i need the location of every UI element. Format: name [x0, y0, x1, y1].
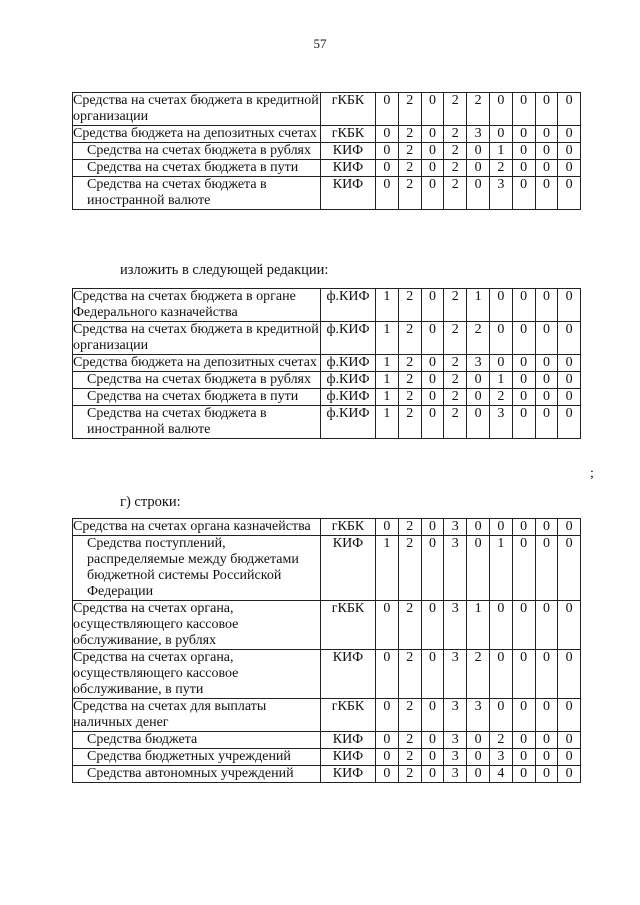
code-digit: 2 — [444, 160, 467, 177]
code-digit: 0 — [489, 601, 512, 650]
code-digit: 0 — [467, 406, 490, 439]
code-digit: 3 — [467, 699, 490, 732]
code-digit: 0 — [535, 389, 558, 406]
code-digit: 0 — [558, 126, 581, 143]
code-digit: 2 — [467, 93, 490, 126]
code-digit: 0 — [489, 699, 512, 732]
code-digit: 3 — [467, 126, 490, 143]
code-digit: 0 — [512, 322, 535, 355]
code-digit: 2 — [398, 160, 421, 177]
code-digit: 0 — [558, 389, 581, 406]
code-digit: 0 — [558, 699, 581, 732]
code-digit: 0 — [512, 126, 535, 143]
row-name: Средства на счетах бюджета в пути — [73, 160, 321, 177]
code-digit: 0 — [512, 766, 535, 783]
code-digit: 2 — [398, 289, 421, 322]
code-digit: 0 — [376, 143, 399, 160]
code-digit: 0 — [558, 650, 581, 699]
code-digit: 0 — [535, 289, 558, 322]
code-digit: 3 — [489, 177, 512, 210]
table-row — [73, 650, 581, 699]
table-row — [73, 766, 581, 783]
row-name: Средства на счетах органа, осуществляющего кассовое обслуживание, в пути — [73, 650, 321, 699]
code-digit: 0 — [467, 177, 490, 210]
code-digit: 0 — [467, 749, 490, 766]
code-digit: 0 — [512, 289, 535, 322]
code-digit: 0 — [467, 766, 490, 783]
code-digit: 0 — [512, 93, 535, 126]
code-digit: 0 — [467, 519, 490, 536]
table-original-rows — [72, 92, 581, 210]
table-row — [73, 126, 581, 143]
code-digit: 3 — [444, 749, 467, 766]
code-digit: 0 — [558, 143, 581, 160]
row-code: КИФ — [321, 650, 376, 699]
code-digit: 0 — [558, 732, 581, 749]
code-digit: 0 — [512, 536, 535, 601]
code-digit: 2 — [398, 93, 421, 126]
table-row — [73, 93, 581, 126]
code-digit: 0 — [376, 601, 399, 650]
code-digit: 0 — [558, 372, 581, 389]
code-digit: 0 — [421, 766, 444, 783]
code-digit: 3 — [489, 749, 512, 766]
row-code: гКБК — [321, 126, 376, 143]
table-row — [73, 289, 581, 322]
code-digit: 0 — [535, 177, 558, 210]
row-code: КИФ — [321, 536, 376, 601]
code-digit: 1 — [467, 601, 490, 650]
table-row — [73, 601, 581, 650]
code-digit: 2 — [398, 372, 421, 389]
code-digit: 0 — [467, 160, 490, 177]
code-digit: 0 — [512, 372, 535, 389]
code-digit: 0 — [376, 732, 399, 749]
code-digit: 0 — [489, 355, 512, 372]
table-row — [73, 177, 581, 210]
row-name: Средства автономных учреждений — [73, 766, 321, 783]
row-code: гКБК — [321, 93, 376, 126]
code-digit: 0 — [512, 177, 535, 210]
code-digit: 0 — [535, 93, 558, 126]
code-digit: 0 — [421, 536, 444, 601]
code-digit: 2 — [398, 177, 421, 210]
row-code: ф.КИФ — [321, 406, 376, 439]
code-digit: 0 — [489, 93, 512, 126]
code-digit: 0 — [512, 406, 535, 439]
code-digit: 2 — [444, 143, 467, 160]
section-g-heading: г) строки: — [120, 494, 181, 510]
code-digit: 0 — [421, 143, 444, 160]
code-digit: 2 — [444, 322, 467, 355]
code-digit: 0 — [489, 650, 512, 699]
row-name: Средства на счетах органа казначейства — [73, 519, 321, 536]
code-digit: 0 — [558, 536, 581, 601]
row-code: КИФ — [321, 177, 376, 210]
row-code: ф.КИФ — [321, 289, 376, 322]
code-digit: 0 — [512, 355, 535, 372]
code-digit: 2 — [444, 126, 467, 143]
table-new-rows — [72, 288, 581, 439]
code-digit: 4 — [489, 766, 512, 783]
code-digit: 0 — [512, 601, 535, 650]
code-digit: 1 — [467, 289, 490, 322]
row-name: Средства на счетах бюджета в иностранной валюте — [73, 406, 321, 439]
code-digit: 2 — [398, 601, 421, 650]
code-digit: 0 — [421, 177, 444, 210]
code-digit: 0 — [421, 389, 444, 406]
code-digit: 2 — [489, 732, 512, 749]
row-name: Средства на счетах бюджета в органе Федерального казначейства — [73, 289, 321, 322]
code-digit: 0 — [467, 389, 490, 406]
row-code: КИФ — [321, 160, 376, 177]
row-name: Средства бюджета — [73, 732, 321, 749]
table-row — [73, 406, 581, 439]
code-digit: 0 — [421, 749, 444, 766]
code-digit: 0 — [421, 160, 444, 177]
code-digit: 1 — [376, 406, 399, 439]
code-digit: 1 — [489, 143, 512, 160]
row-code: КИФ — [321, 143, 376, 160]
code-digit: 0 — [421, 601, 444, 650]
row-code: ф.КИФ — [321, 322, 376, 355]
edit-instruction: изложить в следующей редакции: — [120, 262, 329, 278]
code-digit: 0 — [558, 766, 581, 783]
code-digit: 3 — [444, 601, 467, 650]
row-code: КИФ — [321, 749, 376, 766]
code-digit: 0 — [558, 355, 581, 372]
code-digit: 0 — [489, 289, 512, 322]
code-digit: 1 — [376, 355, 399, 372]
row-name: Средства на счетах органа, осуществляющего кассовое обслуживание, в рублях — [73, 601, 321, 650]
code-digit: 0 — [376, 650, 399, 699]
code-digit: 2 — [444, 177, 467, 210]
code-digit: 2 — [444, 372, 467, 389]
row-code: гКБК — [321, 699, 376, 732]
page-number: 57 — [313, 36, 327, 51]
code-digit: 0 — [467, 536, 490, 601]
code-digit: 0 — [421, 126, 444, 143]
code-digit: 2 — [398, 749, 421, 766]
code-digit: 2 — [444, 406, 467, 439]
code-digit: 0 — [535, 126, 558, 143]
code-digit: 0 — [467, 143, 490, 160]
code-digit: 0 — [535, 372, 558, 389]
code-digit: 0 — [558, 322, 581, 355]
row-code: КИФ — [321, 732, 376, 749]
code-digit: 0 — [489, 126, 512, 143]
row-code: КИФ — [321, 766, 376, 783]
code-digit: 2 — [444, 355, 467, 372]
row-name: Средства на счетах бюджета в кредитной организации — [73, 93, 319, 124]
row-name: Средства на счетах бюджета в пути — [73, 389, 321, 406]
code-digit: 2 — [398, 126, 421, 143]
code-digit: 2 — [444, 93, 467, 126]
code-digit: 0 — [558, 749, 581, 766]
code-digit: 0 — [535, 601, 558, 650]
code-digit: 0 — [512, 749, 535, 766]
code-digit: 1 — [489, 372, 512, 389]
row-name: Средства бюджета на депозитных счетах — [73, 355, 321, 372]
code-digit: 0 — [421, 406, 444, 439]
code-digit: 0 — [558, 93, 581, 126]
code-digit: 3 — [467, 355, 490, 372]
code-digit: 3 — [489, 406, 512, 439]
code-digit: 0 — [376, 126, 399, 143]
code-digit: 0 — [535, 355, 558, 372]
code-digit: 0 — [535, 536, 558, 601]
code-digit: 1 — [376, 289, 399, 322]
code-digit: 2 — [444, 389, 467, 406]
code-digit: 2 — [489, 389, 512, 406]
code-digit: 0 — [535, 699, 558, 732]
code-digit: 2 — [398, 322, 421, 355]
table-row — [73, 355, 581, 372]
code-digit: 0 — [535, 749, 558, 766]
code-digit: 0 — [512, 143, 535, 160]
code-digit: 0 — [535, 160, 558, 177]
row-name: Средства на счетах бюджета в кредитной организации — [73, 322, 319, 353]
row-name: Средства поступлений, распределяемые между бюджетами бюджетной системы Российской Федерации — [73, 536, 321, 601]
table-row — [73, 160, 581, 177]
code-digit: 0 — [558, 519, 581, 536]
code-digit: 0 — [558, 177, 581, 210]
row-name: Средства бюджетных учреждений — [73, 749, 321, 766]
code-digit: 0 — [512, 650, 535, 699]
code-digit: 0 — [535, 322, 558, 355]
table-g-rows — [72, 518, 581, 783]
table-row — [73, 749, 581, 766]
row-name: Средства на счетах для выплаты наличных денег — [73, 699, 321, 732]
code-digit: 0 — [535, 143, 558, 160]
code-digit: 0 — [512, 160, 535, 177]
code-digit: 0 — [376, 519, 399, 536]
code-digit: 0 — [421, 732, 444, 749]
code-digit: 0 — [421, 699, 444, 732]
code-digit: 0 — [558, 289, 581, 322]
code-digit: 1 — [376, 536, 399, 601]
code-digit: 2 — [489, 160, 512, 177]
code-digit: 0 — [489, 519, 512, 536]
code-digit: 2 — [398, 355, 421, 372]
code-digit: 0 — [535, 732, 558, 749]
code-digit: 1 — [376, 322, 399, 355]
code-digit: 2 — [398, 766, 421, 783]
code-digit: 0 — [376, 699, 399, 732]
code-digit: 0 — [421, 355, 444, 372]
code-digit: 0 — [376, 177, 399, 210]
table-row — [73, 322, 581, 355]
code-digit: 0 — [467, 372, 490, 389]
row-name: Средства на счетах бюджета в рублях — [73, 143, 321, 160]
code-digit: 0 — [512, 519, 535, 536]
code-digit: 3 — [444, 699, 467, 732]
semicolon: ; — [590, 466, 594, 481]
code-digit: 0 — [558, 406, 581, 439]
code-digit: 3 — [444, 650, 467, 699]
table-row — [73, 699, 581, 732]
code-digit: 0 — [421, 650, 444, 699]
code-digit: 2 — [467, 322, 490, 355]
table-row — [73, 519, 581, 536]
code-digit: 0 — [376, 160, 399, 177]
code-digit: 0 — [512, 732, 535, 749]
row-code: ф.КИФ — [321, 355, 376, 372]
row-code: гКБК — [321, 601, 376, 650]
code-digit: 2 — [398, 389, 421, 406]
code-digit: 3 — [444, 519, 467, 536]
code-digit: 2 — [444, 289, 467, 322]
code-digit: 3 — [444, 732, 467, 749]
code-digit: 2 — [398, 143, 421, 160]
code-digit: 0 — [376, 93, 399, 126]
code-digit: 0 — [421, 289, 444, 322]
code-digit: 0 — [376, 766, 399, 783]
code-digit: 0 — [376, 749, 399, 766]
table-row — [73, 389, 581, 406]
row-name: Средства бюджета на депозитных счетах — [73, 126, 321, 143]
code-digit: 1 — [376, 372, 399, 389]
table-row — [73, 536, 581, 601]
row-code: гКБК — [321, 519, 376, 536]
code-digit: 0 — [535, 650, 558, 699]
row-code: ф.КИФ — [321, 372, 376, 389]
code-digit: 0 — [421, 372, 444, 389]
code-digit: 3 — [444, 536, 467, 601]
code-digit: 3 — [444, 766, 467, 783]
code-digit: 0 — [421, 519, 444, 536]
code-digit: 0 — [512, 699, 535, 732]
code-digit: 0 — [512, 389, 535, 406]
code-digit: 1 — [489, 536, 512, 601]
row-name: Средства на счетах бюджета в рублях — [73, 372, 321, 389]
table-row — [73, 143, 581, 160]
row-code: ф.КИФ — [321, 389, 376, 406]
code-digit: 2 — [398, 536, 421, 601]
code-digit: 0 — [421, 93, 444, 126]
code-digit: 2 — [398, 519, 421, 536]
code-digit: 0 — [535, 519, 558, 536]
code-digit: 0 — [558, 160, 581, 177]
code-digit: 2 — [398, 650, 421, 699]
code-digit: 2 — [398, 699, 421, 732]
code-digit: 1 — [376, 389, 399, 406]
code-digit: 2 — [467, 650, 490, 699]
code-digit: 2 — [398, 732, 421, 749]
code-digit: 0 — [535, 766, 558, 783]
table-row — [73, 372, 581, 389]
row-name: Средства на счетах бюджета в иностранной валюте — [73, 177, 321, 210]
code-digit: 0 — [558, 601, 581, 650]
code-digit: 2 — [398, 406, 421, 439]
code-digit: 0 — [421, 322, 444, 355]
code-digit: 0 — [489, 322, 512, 355]
code-digit: 0 — [535, 406, 558, 439]
code-digit: 0 — [467, 732, 490, 749]
table-row — [73, 732, 581, 749]
